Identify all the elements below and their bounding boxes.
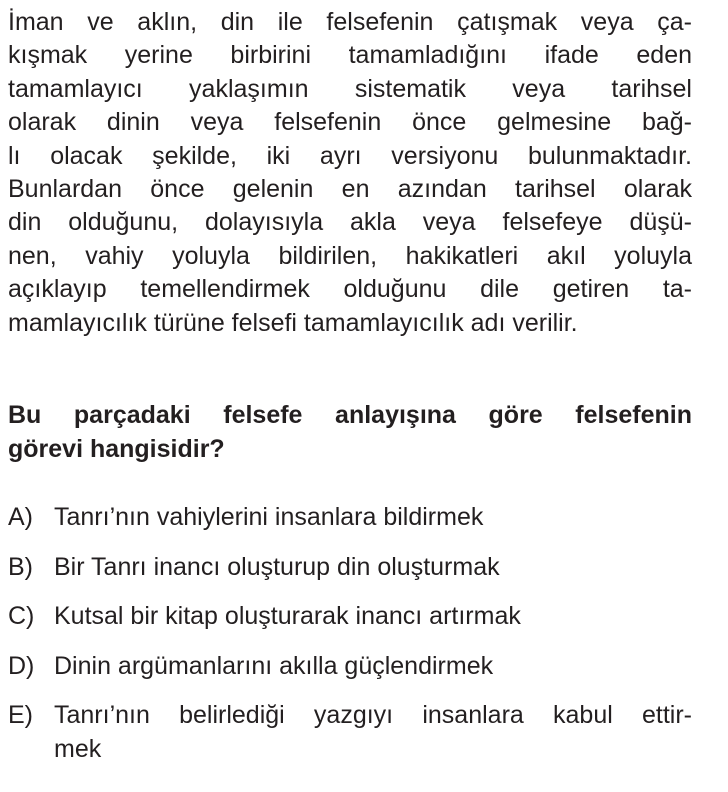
option-line: Tanrı’nın belirlediği yazgıyı insanlara kabul ettir- [54, 701, 692, 730]
option-text [54, 550, 692, 584]
option-d[interactable] [8, 649, 692, 683]
answer-options [8, 500, 692, 782]
option-letter: D) [8, 651, 35, 680]
option-text [54, 698, 692, 766]
passage-line: İman ve aklın, din ile felsefenin çatışmak veya ça- [8, 8, 692, 36]
option-line: Kutsal bir kitap oluşturarak inancı artırmak [54, 602, 521, 631]
option-letter: C) [8, 602, 35, 631]
option-text [54, 649, 692, 683]
option-e[interactable] [8, 698, 692, 766]
passage-line: kışmak yerine birbirini tamamladığını ifade eden [8, 41, 692, 70]
passage-line: mamlayıcılık türüne felsefi tamamlayıcılık adı verilir. [8, 308, 578, 337]
passage-line: tamamlayıcı yaklaşımın sistematik veya tarihsel [8, 74, 692, 103]
question-stem [8, 398, 692, 466]
option-letter: A) [8, 503, 33, 531]
option-line: mek [54, 735, 102, 764]
option-text [54, 599, 692, 633]
option-text [54, 500, 692, 534]
option-b[interactable] [8, 550, 692, 584]
passage-line: din olduğunu, dolayısıyla akla veya felsefeye düşü- [8, 208, 692, 237]
passage-line: açıklayıp temellendirmek olduğunu dile getiren ta- [8, 275, 692, 304]
option-letter: B) [8, 552, 33, 581]
passage-text [8, 6, 692, 340]
option-line: Tanrı’nın vahiylerini insanlara bildirmek [54, 503, 484, 531]
option-line: Bir Tanrı inancı oluşturup din oluşturmak [54, 552, 500, 581]
passage-line: lı olacak şekilde, iki ayrı versiyonu bulunmaktadır. [8, 141, 692, 170]
option-c[interactable] [8, 599, 692, 633]
option-line: Dinin argümanlarını akılla güçlendirmek [54, 651, 494, 680]
passage-line: olarak dinin veya felsefenin önce gelmesine bağ- [8, 108, 692, 137]
option-letter: E) [8, 701, 33, 730]
passage-line: nen, vahiy yoluyla bildirilen, hakikatleri akıl yoluyla [8, 241, 692, 270]
option-a[interactable] [8, 500, 692, 534]
question-line: Bu parçadaki felsefe anlayışına göre felsefenin [8, 401, 692, 429]
passage-line: Bunlardan önce gelenin en azından tarihsel olarak [8, 175, 692, 204]
question-line: görevi hangisidir? [8, 435, 225, 463]
